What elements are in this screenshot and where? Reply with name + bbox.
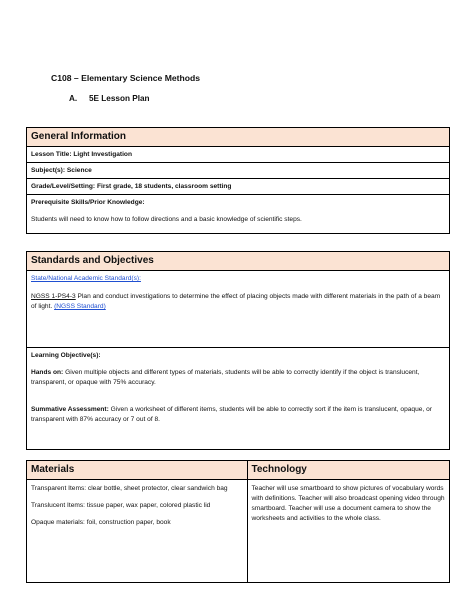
materials-opaque: Opaque materials: foil, construction paper, book <box>31 519 171 526</box>
standards-objectives-header: Standards and Objectives <box>27 252 450 271</box>
technology-header: Technology <box>247 461 450 480</box>
summative-label: Summative Assessment: <box>31 406 109 413</box>
general-information-header: General Information <box>27 128 450 147</box>
standards-cell <box>27 271 450 348</box>
standards-objectives-table <box>26 251 450 450</box>
prerequisite-cell <box>27 195 450 234</box>
materials-technology-table <box>26 460 450 583</box>
ngss-standard-text: Plan and conduct investigations to determine the effect of placing objects made with different materials in the path of a beam of light. <box>31 293 441 310</box>
objectives-label: Learning Objective(s): <box>31 352 101 359</box>
technology-cell <box>247 480 450 583</box>
materials-transparent: Transparent Items: clear bottle, sheet protector, clear sandwich bag <box>31 485 228 492</box>
grade-level-setting: Grade/Level/Setting: First grade, 18 students, classroom setting <box>27 179 450 195</box>
section-heading <box>69 94 150 103</box>
materials-cell <box>27 480 248 583</box>
section-letter: A. <box>69 94 78 103</box>
ngss-standard-link[interactable]: (NGSS Standard) <box>54 303 106 310</box>
hands-on-text: Given multiple objects and different types of materials, students will be able to correctly identify if the object is translucent, transparent, or opaque with 75% accuracy. <box>31 369 420 386</box>
hands-on-label: Hands on: <box>31 369 64 376</box>
materials-header: Materials <box>27 461 248 480</box>
lesson-title: Lesson Title: Light Investigation <box>27 147 450 163</box>
ngss-code-link[interactable]: NGSS 1-PS4-3 <box>31 293 76 300</box>
course-title: C108 – Elementary Science Methods <box>51 73 201 83</box>
standards-link[interactable]: State/National Academic Standard(s): <box>31 275 141 282</box>
technology-text: Teacher will use smartboard to show pictures of vocabulary words with definitions. Teacher will also broadcast opening video through smartboard. Teacher will use a document camera to show the worksheets and activities to the whole class. <box>251 485 445 522</box>
summative-assessment <box>31 405 445 425</box>
prerequisite-label: Prerequisite Skills/Prior Knowledge: <box>31 199 145 206</box>
hands-on-objective <box>31 368 445 388</box>
subjects: Subject(s): Science <box>27 163 450 179</box>
summative-text: Given a worksheet of different items, students will be able to correctly sort if the item is translucent, opaque, or transparent with 87% accuracy or 7 out of 8. <box>31 406 432 423</box>
prerequisite-text: Students will need to know how to follow directions and a basic knowledge of scientific steps. <box>31 216 302 223</box>
section-title: 5E Lesson Plan <box>89 94 150 103</box>
general-information-table <box>26 127 450 234</box>
materials-translucent: Translucent Items: tissue paper, wax paper, colored plastic lid <box>31 502 211 509</box>
objectives-cell <box>27 348 450 450</box>
